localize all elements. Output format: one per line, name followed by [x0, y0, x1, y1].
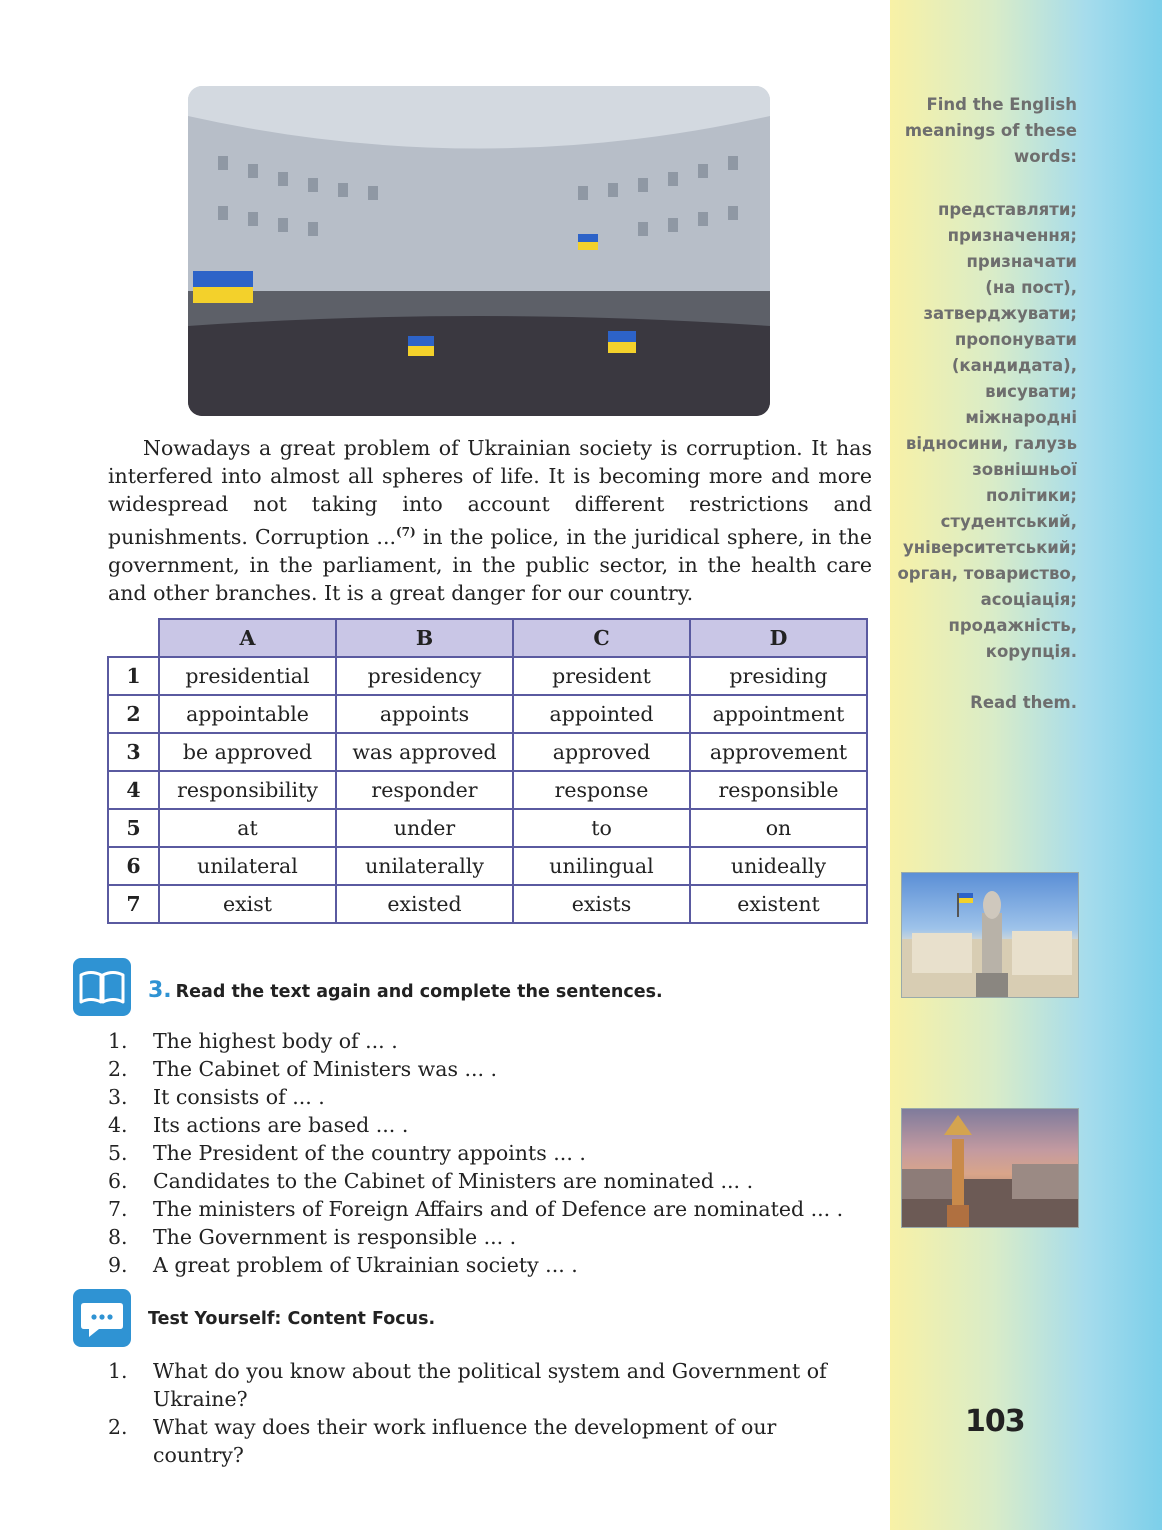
row-number: 3 — [108, 733, 159, 771]
table-cell: unilateral — [159, 847, 336, 885]
item-text: The ministers of Foreign Affairs and of Defence are nominated ... . — [153, 1197, 844, 1221]
column-header: B — [336, 619, 513, 657]
sidebar-word: затверджувати; — [923, 304, 1077, 323]
monument-photo — [901, 872, 1079, 998]
sentence-list — [108, 1027, 878, 1279]
sidebar-word: висувати; — [985, 382, 1077, 401]
table-cell: exist — [159, 885, 336, 923]
table-cell: be approved — [159, 733, 336, 771]
sidebar-heading: Find the English meanings of these words: — [904, 95, 1077, 166]
item-text: The Cabinet of Ministers was ... . — [153, 1057, 498, 1081]
table-row — [108, 847, 867, 885]
table-cell: at — [159, 809, 336, 847]
sidebar-read-instruction: Read them. — [970, 693, 1077, 712]
text-paragraph — [108, 434, 872, 607]
row-number: 7 — [108, 885, 159, 923]
item-text: The highest body of ... . — [153, 1029, 398, 1053]
table-cell: existed — [336, 885, 513, 923]
sidebar-word: університетський; — [902, 538, 1077, 557]
column-header: D — [690, 619, 867, 657]
list-item — [108, 1055, 878, 1083]
table-cell: responder — [336, 771, 513, 809]
table-row — [108, 695, 867, 733]
list-item — [108, 1195, 878, 1223]
sidebar-word: призначати — [966, 252, 1077, 271]
table-cell: approvement — [690, 733, 867, 771]
list-item — [108, 1223, 878, 1251]
list-item — [108, 1027, 878, 1055]
table-cell: on — [690, 809, 867, 847]
task-3-title: Read the text again and complete the sentences. — [175, 982, 663, 1002]
sidebar-word: відносини, галузь — [905, 434, 1077, 453]
footnote-ref: (7) — [396, 525, 416, 539]
sidebar-word: політики; — [986, 486, 1077, 505]
item-number: 5. — [108, 1141, 128, 1165]
row-number: 5 — [108, 809, 159, 847]
item-text: A great problem of Ukrainian society ... . — [153, 1253, 578, 1277]
government-building-photo — [188, 86, 770, 416]
open-book-icon — [73, 958, 131, 1016]
paragraph-text-start: Nowadays a great problem of Ukrainian society is corruption. It has interfered into almost all spheres of life. It is becoming more and more widespread not taking into account different restrictions and punishments. Corruption ... — [108, 436, 872, 549]
sidebar-word: (на пост), — [985, 278, 1077, 297]
table-cell: response — [513, 771, 690, 809]
sidebar-word: орган, товариство, — [897, 564, 1077, 583]
item-text: The Government is responsible ... . — [153, 1225, 517, 1249]
independence-square-photo — [901, 1108, 1079, 1228]
table-cell: unilingual — [513, 847, 690, 885]
item-text: What do you know about the political system and Government of Ukraine? — [153, 1359, 827, 1411]
item-number: 3. — [108, 1085, 128, 1109]
sidebar-word: зовнішньої — [972, 460, 1077, 479]
list-item — [108, 1357, 872, 1413]
item-number: 6. — [108, 1169, 128, 1193]
task-3-heading — [148, 978, 663, 1003]
table-cell: appoints — [336, 695, 513, 733]
page-number: 103 — [965, 1404, 1025, 1439]
table-cell: under — [336, 809, 513, 847]
sidebar-word: студентський, — [940, 512, 1077, 531]
list-item — [108, 1167, 878, 1195]
question-list — [108, 1357, 872, 1469]
row-number: 2 — [108, 695, 159, 733]
table-header-row — [108, 619, 867, 657]
item-number: 9. — [108, 1253, 128, 1277]
table-cell: responsibility — [159, 771, 336, 809]
item-number: 7. — [108, 1197, 128, 1221]
item-number: 1. — [108, 1359, 128, 1383]
table-row — [108, 885, 867, 923]
item-text: It consists of ... . — [153, 1085, 325, 1109]
table-cell: presidency — [336, 657, 513, 695]
table-cell: appointment — [690, 695, 867, 733]
table-cell: presidential — [159, 657, 336, 695]
sidebar-word: асоціація; — [980, 590, 1077, 609]
table-row — [108, 657, 867, 695]
table-cell: unideally — [690, 847, 867, 885]
task-number: 3. — [148, 978, 172, 1003]
table-cell: appointed — [513, 695, 690, 733]
sidebar-word: корупція. — [985, 642, 1077, 661]
table-row — [108, 771, 867, 809]
list-item — [108, 1251, 878, 1279]
list-item — [108, 1083, 878, 1111]
table-cell: appointable — [159, 695, 336, 733]
item-text: Candidates to the Cabinet of Ministers are nominated ... . — [153, 1169, 754, 1193]
table-cell: to — [513, 809, 690, 847]
item-text: Its actions are based ... . — [153, 1113, 409, 1137]
item-number: 1. — [108, 1029, 128, 1053]
table-cell: approved — [513, 733, 690, 771]
list-item — [108, 1111, 878, 1139]
test-yourself-heading: Test Yourself: Content Focus. — [148, 1309, 436, 1329]
list-item — [108, 1139, 878, 1167]
item-number: 8. — [108, 1225, 128, 1249]
speech-bubble-icon — [73, 1289, 131, 1347]
row-number: 6 — [108, 847, 159, 885]
table-row — [108, 809, 867, 847]
sidebar-word: (кандидата), — [951, 356, 1077, 375]
column-header: A — [159, 619, 336, 657]
item-number: 2. — [108, 1415, 128, 1439]
table-cell: presiding — [690, 657, 867, 695]
table-cell: president — [513, 657, 690, 695]
sidebar-word: пропонувати — [954, 330, 1077, 349]
table-cell: unilaterally — [336, 847, 513, 885]
item-text: The President of the country appoints ... . — [153, 1141, 586, 1165]
sidebar-word-list — [877, 197, 1077, 665]
list-item — [108, 1413, 872, 1469]
sidebar-word: продажність, — [948, 616, 1077, 635]
table-cell: exists — [513, 885, 690, 923]
row-number: 1 — [108, 657, 159, 695]
paragraph-text-end: in the police, in the juridical sphere, in the government, in the parliament, in the public sector, in the health care and other branches. It is a great danger for our country. — [108, 524, 872, 605]
table-cell: was approved — [336, 733, 513, 771]
table-cell: responsible — [690, 771, 867, 809]
column-header: C — [513, 619, 690, 657]
table-cell: existent — [690, 885, 867, 923]
row-number: 4 — [108, 771, 159, 809]
answer-options-table — [107, 618, 868, 924]
sidebar-word: міжнародні — [965, 408, 1077, 427]
sidebar-word: призначення; — [947, 226, 1077, 245]
sidebar-word: представляти; — [937, 200, 1077, 219]
item-number: 4. — [108, 1113, 128, 1137]
table-row — [108, 733, 867, 771]
table-corner — [108, 619, 159, 657]
item-text: What way does their work influence the development of our country? — [153, 1415, 777, 1467]
item-number: 2. — [108, 1057, 128, 1081]
